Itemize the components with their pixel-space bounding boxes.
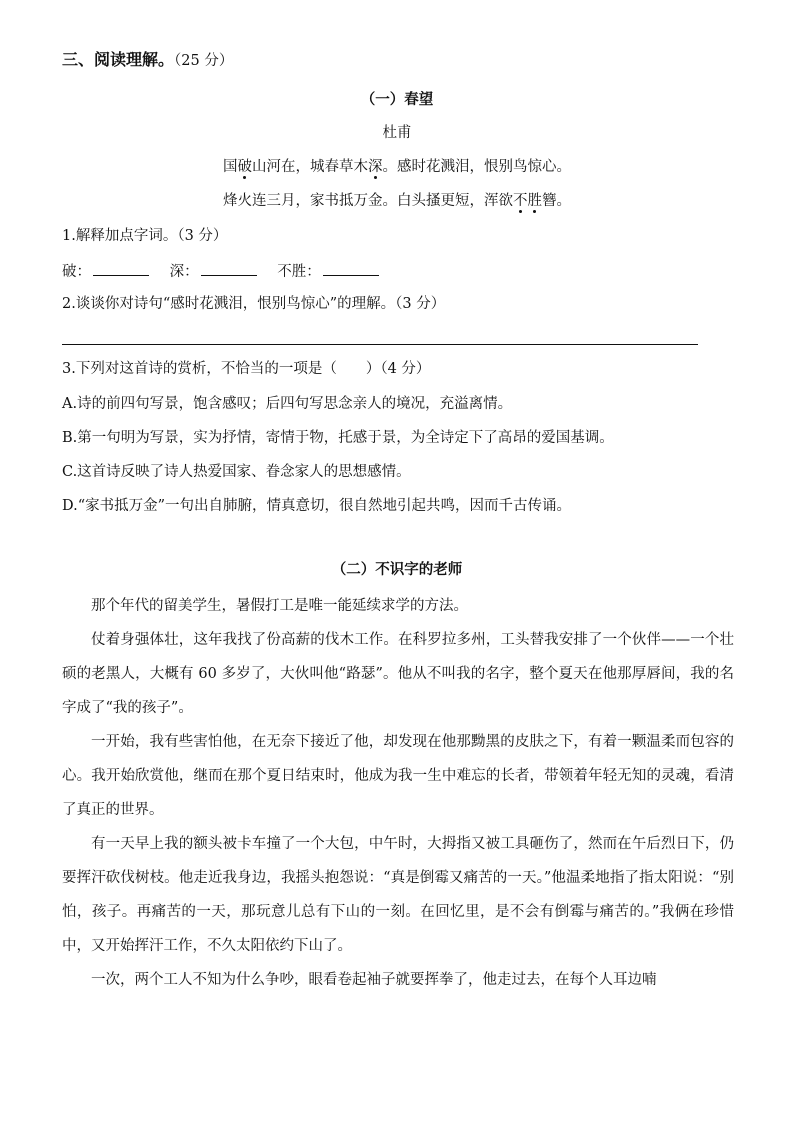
- passage-paragraph-4: 有一天早上我的额头被卡车撞了一个大包，中午时，大拇指又被工具砸伤了，然而在午后烈日下，仍要挥汗砍伐树枝。他走近我身边，我摇头抱怨说：“真是倒霉又痛苦的一天。”他温柔地指了指太阳说：“别怕，孩子。再痛苦的一天，那玩意儿总有下山的一刻。在回忆里，是不会有倒霉与痛苦的。”我俩在珍惜中，又开始挥汗工作，不久太阳依约下山了。: [62, 836, 734, 954]
- option-c[interactable]: C.这首诗反映了诗人热爱国家、眷念家人的思想感情。: [62, 464, 411, 480]
- passage-paragraph-5: 一次，两个工人不知为什么争吵，眼看卷起袖子就要挥拳了，他走过去，在每个人耳边喃: [91, 972, 657, 988]
- dotted-char-sheng: 胜: [527, 193, 542, 209]
- section-title: [62, 50, 233, 71]
- option-a[interactable]: A.诗的前四句写景，饱含感叹；后四句写思念亲人的境况，充溢离情。: [62, 396, 513, 412]
- poem-author: 杜甫: [382, 125, 412, 141]
- passage-paragraph-2: 仗着身强体壮，这年我找了份高薪的伐木工作。在科罗拉多州，工头替我安排了一个伙伴——一个壮硕的老黑人，大概有 60 多岁了，大伙叫他“路瑟”。他从不叫我的名字，整个夏天在他那厚唇间，我的名字成了“我的孩子”。: [62, 632, 734, 716]
- poem-line-1: [0, 157, 794, 177]
- question-3: 3.下列对这首诗的赏析，不恰当的一项是（ ）（4 分）: [62, 361, 431, 377]
- option-b[interactable]: B.第一句明为写景，实为抒情，寄情于物，托感于景，为全诗定下了高昂的爱国基调。: [62, 430, 614, 446]
- answer-blank-busheng[interactable]: [323, 261, 379, 276]
- section-score: （25 分）: [174, 53, 234, 69]
- poem-heading: （一）春望: [360, 92, 434, 108]
- poem-text: 烽火连三月，家书抵万金。白头搔更短，浑欲: [223, 193, 513, 209]
- dotted-char-po: 破: [237, 159, 252, 175]
- poem-text: 。感时花溅泪，恨别鸟惊心。: [382, 159, 571, 175]
- option-d[interactable]: D.“家书抵万金”一句出自肺腑，情真意切，很自然地引起共鸣，因而千古传诵。: [62, 498, 572, 514]
- blank-label-shen: 深：: [169, 264, 199, 280]
- passage-heading: （二）不识字的老师: [331, 562, 463, 578]
- poem-text: 簪。: [542, 193, 571, 209]
- blank-label-busheng: 不胜：: [277, 264, 321, 280]
- passage-paragraph-3: 一开始，我有些害怕他，在无奈下接近了他，却发现在他那黝黑的皮肤之下，有着一颗温柔而包容的心。我开始欣赏他，继而在那个夏日结束时，他成为我一生中难忘的长者，带领着年轻无知的灵魂，看清了真正的世界。: [62, 734, 734, 818]
- dotted-char-bu: 不: [513, 193, 528, 209]
- question-1-blanks: [62, 261, 381, 282]
- question-1: 1.解释加点字词。（3 分）: [62, 228, 228, 244]
- answer-line-q2[interactable]: [62, 344, 698, 345]
- dotted-char-shen: 深: [368, 159, 383, 175]
- poem-text: 国: [223, 159, 238, 175]
- passage-paragraph-1: 那个年代的留美学生，暑假打工是唯一能延续求学的方法。: [91, 598, 468, 614]
- blank-label-po: 破：: [62, 264, 91, 280]
- answer-blank-shen[interactable]: [201, 261, 257, 276]
- answer-blank-po[interactable]: [93, 261, 149, 276]
- question-2: 2.谈谈你对诗句“感时花溅泪，恨别鸟惊心”的理解。（3 分）: [62, 296, 446, 312]
- poem-text: 山河在，城春草木: [252, 159, 368, 175]
- poem-line-2: [0, 191, 794, 211]
- section-title-text: 三、阅读理解。: [62, 50, 175, 69]
